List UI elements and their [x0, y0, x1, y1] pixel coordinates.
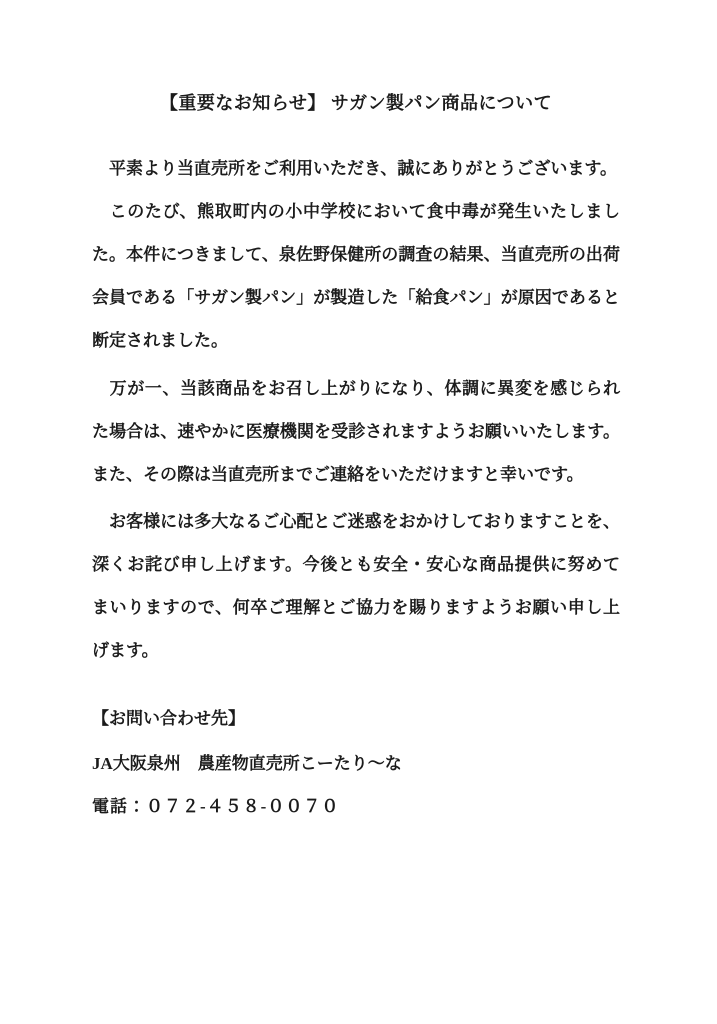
text-line: まいりますので、何卒ご理解とご協力を賜りますようお願い申し上 [92, 598, 620, 617]
contact-phone-number: 電話：０７２-４５８-００７０ [92, 797, 340, 816]
text-line: 断定されました。 [92, 331, 228, 350]
text-line: げます。 [92, 641, 159, 660]
contact-organization: JA大阪泉州 農産物直売所こーたり～な [92, 754, 402, 773]
paragraph-apology [92, 500, 620, 672]
text-line: た。本件につきまして、泉佐野保健所の調査の結果、当直売所の出荷 [92, 245, 620, 264]
contact-heading: 【お問い合わせ先】 [92, 709, 245, 728]
paragraph-advice [92, 367, 620, 496]
text-line: た場合は、速やかに医療機関を受診されますようお願いいたします。 [92, 422, 620, 441]
paragraph-greeting [92, 147, 620, 190]
text-line: 平素より当直売所をご利用いただき、誠にありがとうございます。 [92, 159, 617, 178]
text-line: また、その際は当直売所までご連絡をいただけますと幸いです。 [92, 465, 584, 484]
text-line: 会員である「サガン製パン」が製造した「給食パン」が原因であると [92, 288, 620, 307]
text-line: 深くお詫び申し上げます。今後とも安全・安心な商品提供に努めて [92, 555, 620, 574]
contact-section [92, 697, 620, 828]
document-title: 【重要なお知らせ】 サガン製パン商品について [159, 93, 553, 113]
text-line: お客様には多大なるご心配とご迷惑をおかけしておりますことを、 [92, 512, 620, 531]
text-line: 万が一、当該商品をお召し上がりになり、体調に異変を感じられ [92, 379, 620, 398]
document-body [92, 147, 620, 672]
text-line: このたび、熊取町内の小中学校において食中毒が発生いたしまし [92, 202, 620, 221]
paragraph-incident [92, 190, 620, 362]
